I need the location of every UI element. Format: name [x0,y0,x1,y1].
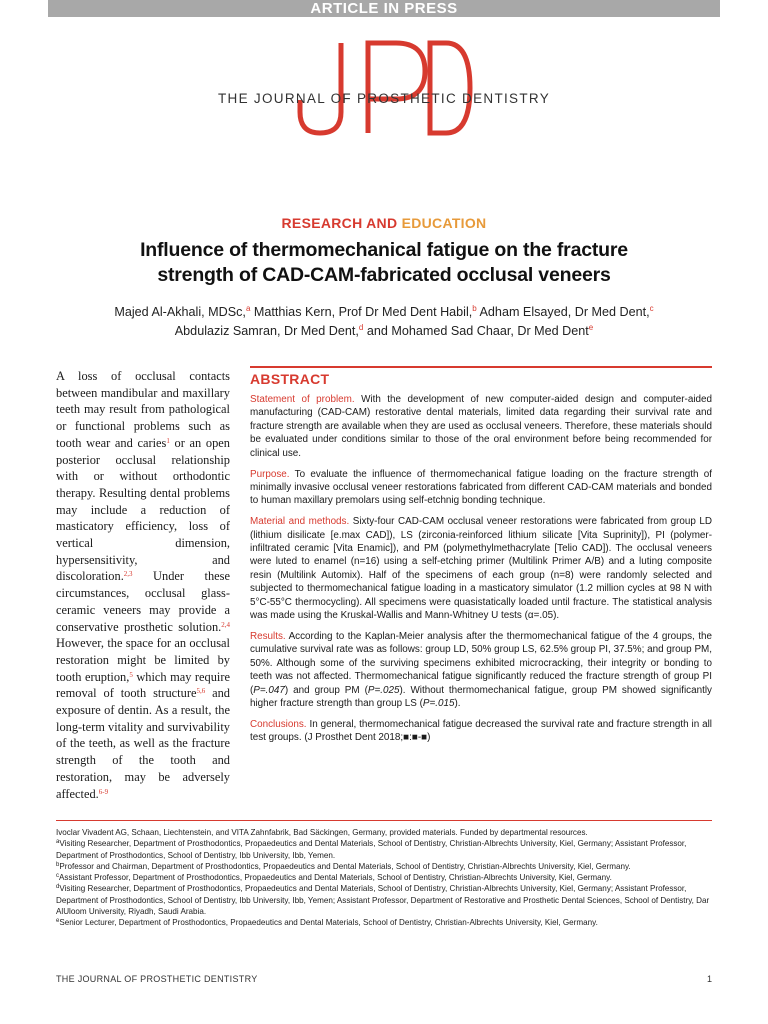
footnote [56,838,712,861]
abstract-text: To evaluate the influence of thermomechanical fatigue loading on the fracture strength of minimally invasive occlusal veneer restorations fabricated from different CAD-CAM materials and bonded to human maxillary premolars using self-etchnig bonding technique. [250,468,712,507]
abstract-text: With the development of new computer-aided design and computer-aided manufacturing (CAD-CAM) restorative dental materials, limited data regarding their survival rate and fracture strength are available when they are used as occlusal veneers. Therefore, these materials should be evaluated under conditions similar to those of the oral environment before being recommended for clinical use. [250,394,712,459]
journal-name: THE JOURNAL OF PROSTHETIC DENTISTRY [217,91,551,106]
abstract-text: According to the Kaplan-Meier analysis after the thermomechanical fatigue of the 4 groups, the cumulative survival rate was as follows: group LD, 50% group LS, 62.5% group PI, 37.5%; and group PM, 50%. Although some of the surviving specimens exhibited microcracking, their integrity or bonding to teeth was not affected. Thermomechanical fatigue significantly reduced the fracture strength of group PI ( [250,631,712,696]
intro-text: However, the space for an occlusal restoration might be limited by tooth eruption, [56,636,230,684]
footnote [56,827,712,838]
reference-link[interactable]: 1 [166,436,170,445]
abstract-text: Sixty-four CAD-CAM occlusal veneer restorations were fabricated from group LD (lithium disilicate [e.max CAD]), LS (zirconia-reinforced lithium silicate [Vita Suprinity]), PI (polymer-infiltrated ceramic [Vita Enamic]), and PM (polymethylmethacrylate [Telio CAD]). The occlusal veneers were luted to enamel (n=16) using a self-etching primer (Multilink Primer A/B) and a luting composite resin (Multilink Automix). Half of the specimens of each group (n=8) were randomly selected and subjected to thermomechanical fatigue loading in a masticatory simulator (1.2 million cycles at 98 N with 5°C-55°C thermocycling). All specimens were quasistatically loaded until fracture. The statistical analysis was made using the Kruskal-Wallis and Mann-Whitney U tests (α=.05). [250,516,712,622]
author-name: Matthias Kern, Prof Dr Med Dent Habil, [253,305,473,319]
author-affiliation-mark: e [588,323,594,332]
abstract-results [250,630,712,710]
abstract-text: ). Without thermomechanical fatigue, group PM showed significantly higher fracture strength than group LS ( [250,684,712,710]
intro-text: Under these circumstances, occlusal glass-ceramic veneers may provide a conservative prosthetic solution. [56,569,230,634]
article-in-press-banner: ARTICLE IN PRESS [48,0,720,17]
abstract-text: ). [454,698,461,710]
abstract-purpose [250,468,712,508]
footnote-text: Assistant Professor, Department of Prosthodontics, Propaedeutics and Dental Materials, School of Dentistry, Christian-Albrechts University, Kiel, Germany. [59,873,612,883]
abstract-label: Results. [250,631,286,642]
footnote-divider [56,820,712,821]
abstract-divider [250,366,712,368]
abstract-label: Material and methods. [250,516,350,528]
footnote-text: Visiting Researcher, Department of Prosthodontics, Propaedeutics and Dental Materials, School of Dentistry, Christian-Albrechts University, Kiel, Germany; Assistant Professor, Department of Prosthodontics, School of Dentistry, Ibb University, Ibb, Yemen. [56,839,687,860]
intro-text: and exposure of dentin. As a result, the long-term vitality and survivability of the teeth, as well as the fracture strength of the tooth and restoration, may be adversely affected. [56,686,230,801]
section-label [0,214,768,232]
intro-text: A loss of occlusal contacts between mandibular and maxillary teeth may result from pathological or functional problems such as tooth wear and caries [56,369,230,450]
p-value: P=.015 [422,698,455,710]
p-value: P=.047 [253,684,285,696]
title-line: strength of CAD-CAM-fabricated occlusal veneers [157,264,611,286]
author-affiliation-mark: b [472,304,477,313]
abstract-heading: ABSTRACT [250,371,330,387]
footnote-text: Professor and Chairman, Department of Prosthodontics, Propaedeutics and Dental Materials, School of Dentistry, Christian-Albrechts University, Kiel, Germany. [59,861,631,871]
footnote-mark: a [56,839,60,846]
reference-link[interactable]: 5 [129,670,133,679]
footnote-text: Senior Lecturer, Department of Prosthodontics, Propaedeutics and Dental Materials, School of Dentistry, Christian-Albrechts University, Kiel, Germany. [59,918,598,928]
introduction-column [56,368,230,802]
footer-journal-name: THE JOURNAL OF PROSTHETIC DENTISTRY [56,974,258,984]
abstract-methods [250,515,712,622]
title-line: Influence of thermomechanical fatigue on the fracture [140,239,628,261]
article-title [100,238,668,288]
footnote [56,861,712,872]
section-label-education: EDUCATION [401,215,487,231]
footnote-mark: e [56,918,60,925]
author-list [70,303,698,341]
abstract-label: Statement of problem. [250,394,355,405]
abstract-conclusions [250,718,712,745]
footnote [56,917,712,928]
author-name: and Mohamed Sad Chaar, Dr Med Dent [366,324,589,338]
author-name: Majed Al-Akhali, MDSc, [114,305,246,319]
footnote-mark: d [56,884,60,891]
abstract-body [250,393,712,752]
journal-logo [0,40,768,150]
reference-link[interactable]: 2,4 [221,620,230,629]
footnote-mark: c [56,873,59,880]
author-affiliation-mark: c [649,304,654,313]
reference-link[interactable]: 2,3 [123,570,133,579]
footnote-text: Visiting Researcher, Department of Prosthodontics, Propaedeutics and Dental Materials, School of Dentistry, Christian-Albrechts University, Kiel, Germany; Assistant Professor, Department of Prosthodontics, School of Dentistry, Ibb University, Ibb, Yemen; Assistant Professor, Department of Restorative and Prosthetic Dental Sciences, School of Dentistry, Dar AlUloom University, Riyadh, Saudi Arabia. [56,884,710,917]
author-name: Abdulaziz Samran, Dr Med Dent, [174,324,359,338]
abstract-text: ) and group PM ( [284,684,368,696]
section-label-research: RESEARCH AND [281,215,402,231]
footnote-text: Ivoclar Vivadent AG, Schaan, Liechtenstein, and VITA Zahnfabrik, Bad Säckingen, Germany, provided materials. Funded by departmental resources. [56,828,588,837]
affiliation-footnotes [56,827,712,929]
reference-link[interactable]: 5,6 [196,687,206,696]
intro-text: or an open posterior occlusal relationship with or without orthodontic therapy. Resulting dental problems may include a reduction of masticatory efficiency, loss of vertical dimension, hypersensitivity, and discoloration. [56,435,230,584]
author-name: Adham Elsayed, Dr Med Dent, [479,305,650,319]
p-value: P=.025 [367,684,400,696]
footnote-mark: b [56,861,60,868]
abstract-text: In general, thermomechanical fatigue decreased the survival rate and fracture strength in all test groups. (J Prosthet Dent 2018;■:■-■) [250,718,712,744]
author-affiliation-mark: d [358,323,364,332]
intro-text: which may require removal of tooth structure [56,669,230,701]
abstract-label: Purpose. [250,468,290,480]
footnote [56,883,712,917]
page-number: 1 [706,974,712,984]
reference-link[interactable]: 6-9 [98,787,109,796]
author-affiliation-mark: a [245,304,251,313]
footnote [56,872,712,883]
abstract-label: Conclusions. [250,718,307,730]
abstract-statement [250,393,712,460]
